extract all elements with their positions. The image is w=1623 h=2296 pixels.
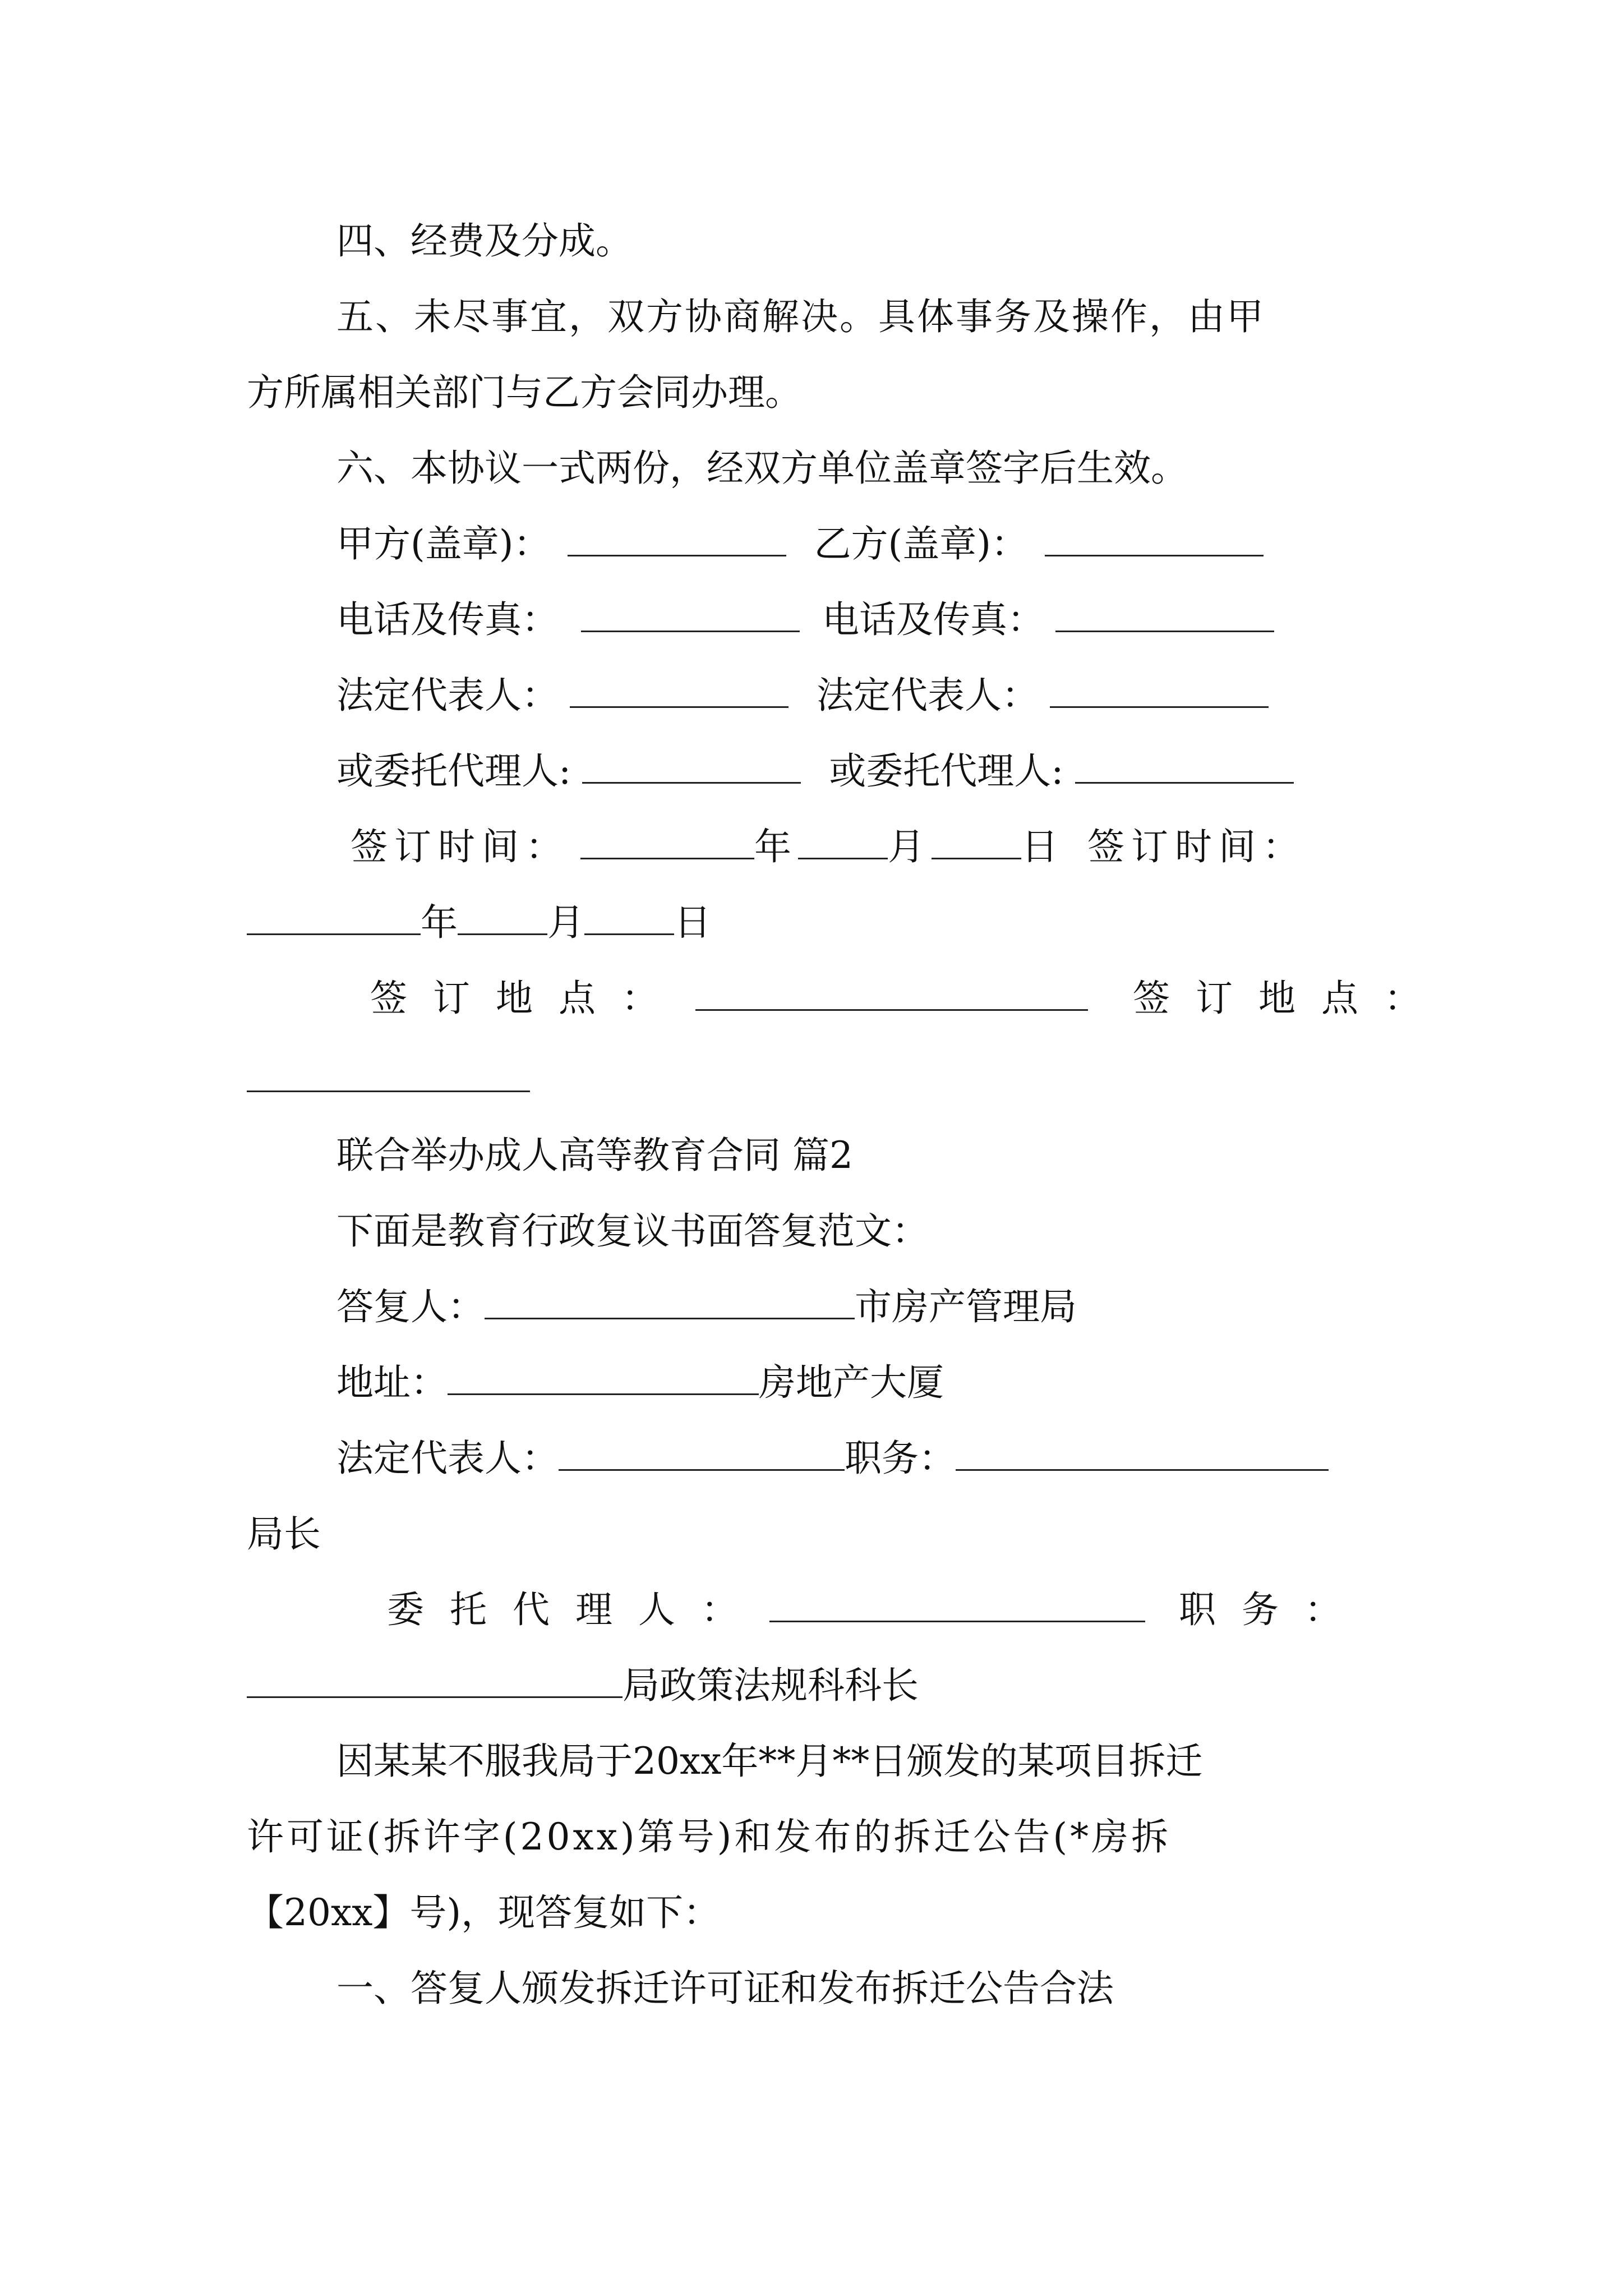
sign-time-b-row	[247, 900, 711, 945]
intro-line: 下面是教育行政复议书面答复范文：	[336, 1209, 929, 1253]
agent-a-label: 或委托代理人:	[336, 749, 571, 793]
agent-row	[336, 749, 1294, 794]
sign-month-b-blank	[458, 902, 547, 935]
day-b-label: 日	[674, 901, 711, 944]
agent-b-label: 或委托代理人:	[829, 749, 1064, 793]
legal-rep-label: 法定代表人：	[336, 1437, 559, 1480]
phone-fax-b-blank	[1055, 599, 1274, 632]
legal-rep-a-blank	[570, 675, 789, 708]
sign-place-row	[370, 976, 1447, 1021]
agent-position-label: 职务：	[1179, 1588, 1367, 1631]
address-value: 房地产大厦	[759, 1361, 944, 1404]
position-value: 局长	[247, 1512, 321, 1556]
month-b-label: 月	[547, 901, 584, 944]
legal-rep-a-label: 法定代表人：	[336, 674, 559, 717]
reply-point-one: 一、答复人颁发拆迁许可证和发布拆迁公告合法	[336, 1967, 1114, 2010]
position-blank	[956, 1438, 1329, 1471]
legal-rep-row	[336, 673, 1269, 718]
section-title: 联合举办成人高等教育合同 篇2	[336, 1134, 853, 1177]
respondent-blank	[485, 1286, 855, 1319]
party-seal-row	[336, 522, 1264, 567]
reply-paragraph-line2: 许可证(拆许字(20xx)第号)和发布的拆迁公告(*房拆	[247, 1815, 1172, 1858]
agent-position-value: 局政策法规科科长	[623, 1664, 919, 1707]
sign-place-b-label: 签订地点：	[1133, 977, 1447, 1020]
phone-fax-a-label: 电话及传真：	[336, 598, 559, 641]
legal-rep-b-label: 法定代表人：	[817, 674, 1039, 717]
respondent-value: 市房产管理局	[855, 1285, 1077, 1328]
year-label: 年	[754, 825, 798, 868]
address-row	[336, 1360, 944, 1405]
agent-b-blank	[1075, 751, 1294, 784]
agent-position-blank	[247, 1665, 623, 1698]
sign-year-blank	[580, 826, 754, 859]
phone-fax-a-blank	[581, 599, 800, 632]
address-label: 地址：	[336, 1361, 448, 1404]
party-b-seal-label: 乙方(盖章)：	[814, 522, 1028, 565]
sign-year-b-blank	[247, 902, 421, 935]
month-label: 月	[888, 825, 932, 868]
sign-place-b-blank	[247, 1059, 530, 1092]
legal-rep-position-row	[336, 1436, 1329, 1481]
sign-day-blank	[932, 826, 1021, 859]
clause-five-line1: 五、未尽事宜，双方协商解决。具体事务及操作，由甲	[336, 295, 1265, 338]
respondent-row	[336, 1285, 1077, 1329]
respondent-label: 答复人：	[336, 1285, 485, 1328]
clause-six: 六、本协议一式两份，经双方单位盖章签字后生效。	[336, 447, 1188, 490]
reply-paragraph-line3: 【20xx】号)，现答复如下：	[247, 1891, 721, 1934]
party-b-seal-blank	[1045, 523, 1264, 556]
sign-place-a-blank	[695, 978, 1088, 1011]
reply-paragraph-line1: 因某某不服我局于20xx年**月**日颁发的某项目拆迁	[336, 1740, 1203, 1783]
agent-position-value-row	[247, 1663, 919, 1708]
sign-time-a-label: 签订时间：	[351, 825, 569, 868]
sign-day-b-blank	[584, 902, 674, 935]
legal-rep-blank	[559, 1438, 845, 1471]
year-b-label: 年	[421, 901, 458, 944]
phone-fax-row	[336, 597, 1274, 642]
day-label: 日	[1021, 825, 1065, 868]
sign-time-row	[351, 825, 1306, 869]
agent-blank	[769, 1589, 1145, 1622]
address-blank	[448, 1362, 759, 1395]
sign-month-blank	[798, 826, 888, 859]
party-a-seal-label: 甲方(盖章)：	[336, 522, 551, 565]
phone-fax-b-label: 电话及传真：	[822, 598, 1044, 641]
legal-rep-b-blank	[1050, 675, 1269, 708]
clause-five-line2: 方所属相关部门与乙方会同办理。	[247, 371, 802, 414]
position-label: 职务：	[845, 1437, 956, 1480]
sign-place-a-label: 签订地点：	[370, 977, 684, 1020]
agent-label: 委托代理人：	[387, 1588, 764, 1631]
party-a-seal-blank	[568, 523, 786, 556]
sign-place-b-row	[247, 1057, 530, 1102]
clause-four: 四、经费及分成。	[336, 219, 633, 263]
sign-time-b-label: 签订时间：	[1087, 825, 1306, 868]
agent-position-row	[387, 1588, 1367, 1632]
agent-a-blank	[582, 751, 801, 784]
